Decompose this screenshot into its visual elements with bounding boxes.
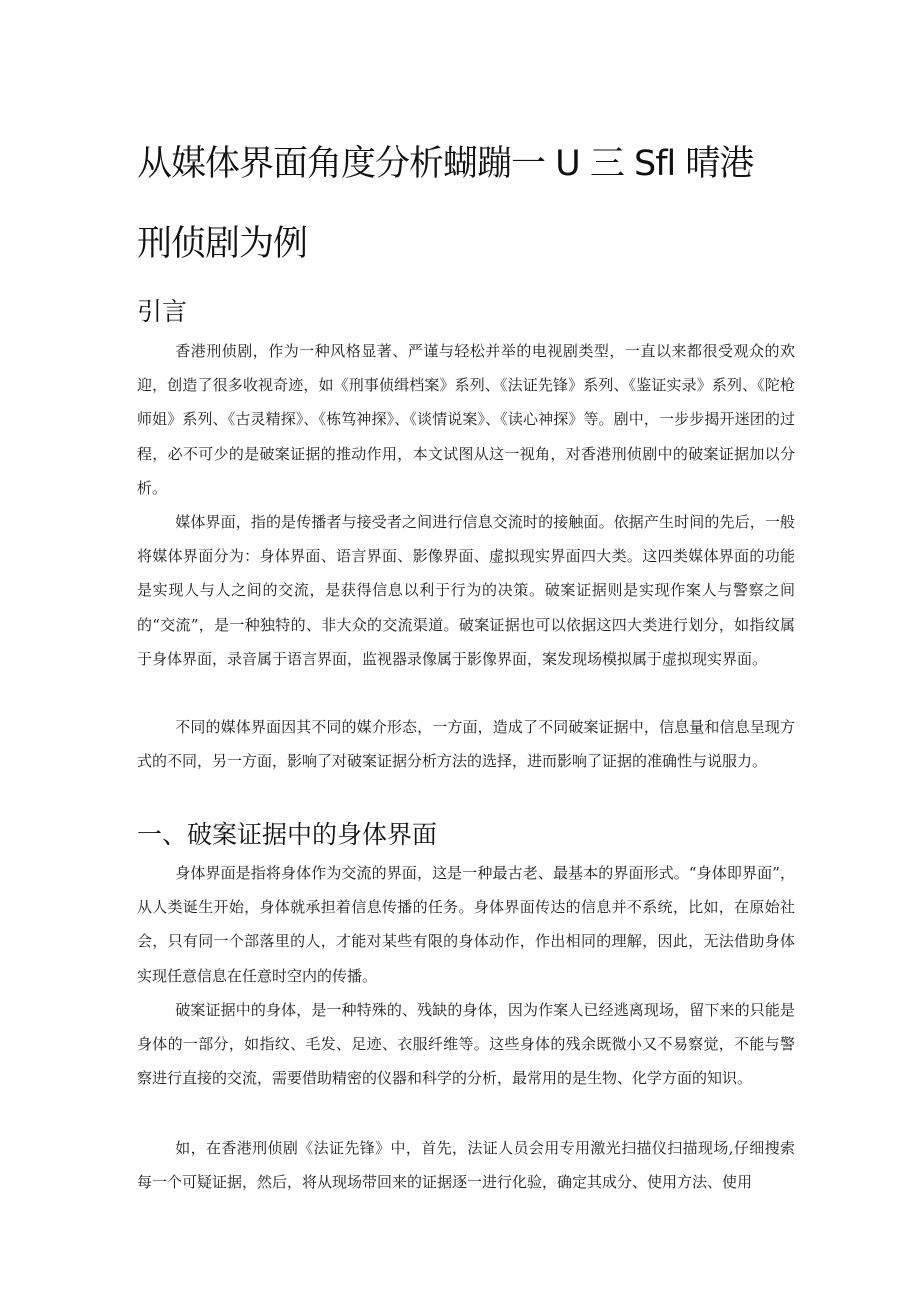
intro-paragraph-2: 媒体界面，指的是传播者与接受者之间进行信息交流时的接触面。依据产生时间的先后，一般将媒体界面分为：身体界面、语言界面、影像界面、虚拟现实界面四大类。这四类媒体界面的功能是实现人与人之间的交流，是获得信息以利于行为的决策。破案证据则是实现作案人与警察之间的“交流”，是一种独特的、非大众的交流渠道。破案证据也可以依据这四大类进行划分，如指纹属于身体界面，录音属于语言界面，监视器录像属于影像界面，案发现场模拟属于虚拟现实界面。 (137, 513, 795, 668)
section-1-paragraph-1: 身体界面是指将身体作为交流的界面，这是一种最古老、最基本的界面形式。“身体即界面”，从人类诞生开始，身体就承担着信息传播的任务。身体界面传达的信息并不系统，比如，在原始社会，只有同一个部落里的人，才能对某些有限的身体动作，作出相同的理解，因此，无法借助身体实现任意信息在任意时空内的传播。 (137, 864, 795, 985)
section-1-heading: 一、破案证据中的身体界面 (137, 820, 438, 849)
intro-paragraph-1: 香港刑侦剧，作为一种风格显著、严谨与轻松并举的电视剧类型，一直以来都很受观众的欢迎，创造了很多收视奇迹，如《刑事侦缉档案》系列、《法证先锋》系列、《鉴证实录》系列、《陀枪师姐》系列、《古灵精探》、《栋笃神探》、《谈情说案》、《读心神探》等。剧中，一步步揭开迷团的过程，必不可少的是破案证据的推动作用，本文试图从这一视角，对香港刑侦剧中的破案证据加以分析。 (137, 342, 795, 497)
document-title-line-1: 从媒体界面角度分析蝴蹦一 U 三 Sfl 晴港 (137, 144, 754, 184)
intro-paragraph-3: 不同的媒体界面因其不同的媒介形态，一方面，造成了不同破案证据中，信息量和信息呈现方式的不同，另一方面，影响了对破案证据分析方法的选择，进而影响了证据的准确性与说服力。 (137, 718, 795, 771)
section-1-paragraph-2: 破案证据中的身体，是一种特殊的、残缺的身体，因为作案人已经逃离现场，留下来的只能是身体的一部分，如指纹、毛发、足迹、衣服纤维等。这些身体的残余既微小又不易察觉，不能与警察进行直接的交流，需要借助精密的仪器和科学的分析，最常用的是生物、化学方面的知识。 (137, 1001, 795, 1088)
intro-heading: 引言 (137, 297, 188, 326)
document-title-line-2: 刑侦剧为例 (137, 224, 308, 264)
section-1-paragraph-3: 如，在香港刑侦剧《法证先锋》中，首先，法证人员会用专用激光扫描仪扫描现场,仔细搜索每一个可疑证据，然后，将从现场带回来的证据逐一进行化验，确定其成分、使用方法、使用 (137, 1139, 795, 1192)
